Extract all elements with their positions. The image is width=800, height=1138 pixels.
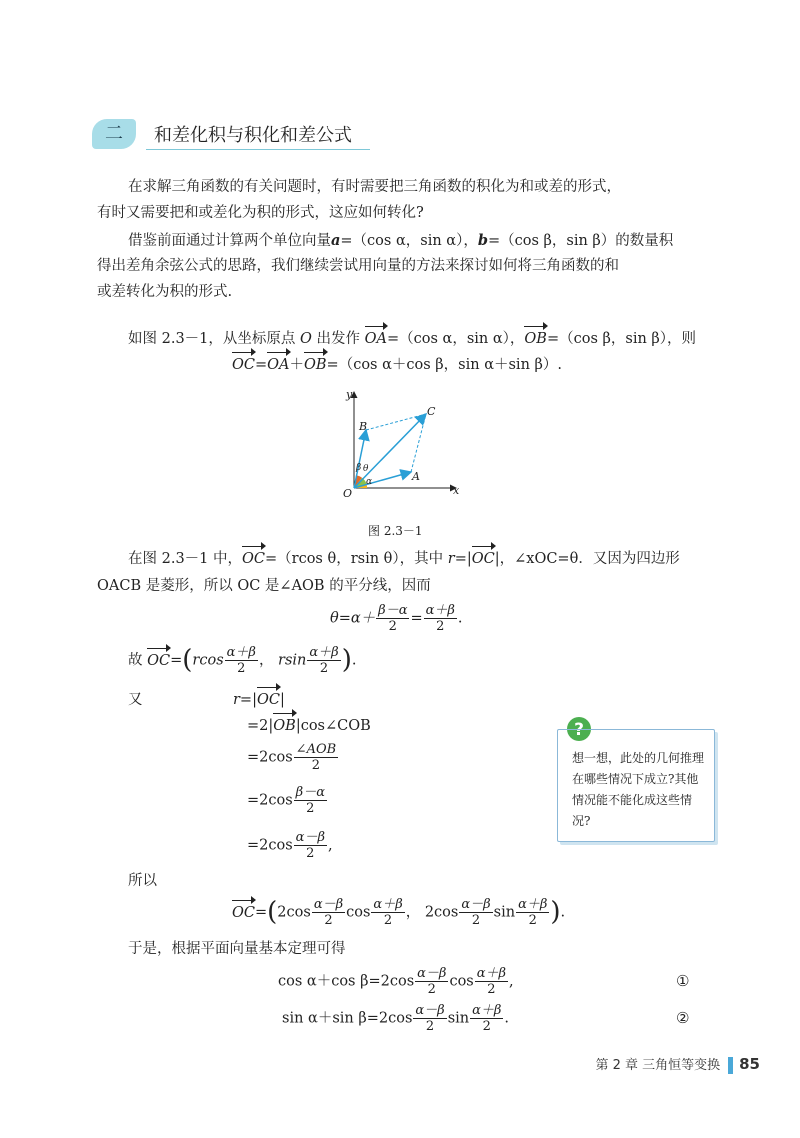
deriv-line-4: =2cos $\frac{\beta-\alpha}{2}$ [247,785,325,816]
intro-line: 有时又需要把和或差化为积的形式，这应如何转化? [97,205,424,221]
oc-result: 故 OC=(rcos $\frac{\alpha+\beta}{2}$ ， rsin $\frac{\alpha+\beta}{2}$ ). [128,645,357,676]
footer-bar [728,1057,733,1074]
page-footer [595,1054,760,1074]
formula-2: sin α＋sin β=2cos $\frac{\alpha-\beta}{2}$ sin $\frac{\alpha+\beta}{2}$ . [282,1003,510,1034]
intro-line: 借鉴前面通过计算两个单位向量a=（cos α，sin α），b=（cos β，sin β）的数量积 [128,232,674,249]
formula-1: cos α＋cos β=2cos $\frac{\alpha-\beta}{2}$ cos $\frac{\alpha+\beta}{2}$ , [278,966,514,997]
label-beta: β [356,463,362,473]
dashed-bc [366,414,426,430]
para-line: OACB 是菱形，所以 OC 是∠AOB 的平分线，因而 [97,578,431,594]
para-line: 在图 2.3－1 中，OC=（rcos θ，rsin θ），其中 r=|OC|，∠xOC=θ．又因为四边形 [128,546,680,573]
section-badge: 二 [92,119,136,149]
label-x: x [453,484,460,497]
label-y: y [346,388,353,401]
intro-line: 在求解三角函数的有关问题时，有时需要把三角函数的积化为和或差的形式， [128,179,621,195]
rhombus-figure [326,384,466,504]
label-b: B [359,420,368,433]
chapter-label: 第 2 章 三角恒等变换 [595,1058,721,1073]
you-label: 又 [128,692,143,708]
setup-line: OC=OA＋OB=（cos α＋cos β，sin α＋sin β）. [232,352,562,379]
section-title: 和差化积与积化和差公式 [154,125,352,146]
label-alpha: α [366,477,373,487]
figure-caption: 图 2.3－1 [368,524,423,538]
think-note: 想一想，此处的几何推理在哪些情况下成立?其他情况能不能化成这些情况? [557,729,715,842]
section-header [92,115,382,155]
deriv-line-5: =2cos $\frac{\alpha-\beta}{2}$ , [247,830,333,861]
formula-1-mark: ① [676,972,690,990]
page-number: 85 [739,1055,760,1073]
label-theta: θ [363,464,369,474]
label-c: C [427,405,436,418]
formula-2-mark: ② [676,1009,690,1027]
setup-line: 如图 2.3－1，从坐标原点 O 出发作 OA=（cos α，sin α），OB=（cos β，sin β），则 [128,326,696,353]
deriv-line-2: =2|OB|cos∠COB [247,713,371,740]
yushi-line: 于是，根据平面向量基本定理可得 [128,941,346,957]
deriv-line-3: =2cos $\frac{\text{∠AOB}}{2}$ [247,742,337,773]
deriv-line-1: r=|OC| [233,687,285,714]
theta-equation: θ=α＋ $\frac{\beta-\alpha}{2}$ = $\frac{\alpha+\beta}{2}$ . [330,603,463,634]
section-underline [146,149,370,150]
suoyi-label: 所以 [128,873,157,889]
oc-final: OC=(2cos $\frac{\alpha-\beta}{2}$ cos $\frac{\alpha+\beta}{2}$ ， 2cos $\frac{\alpha-\beta}{2}$ sin $\frac{\alpha+\beta}{2}$ ). [232,897,566,928]
label-o: O [343,487,353,500]
label-a: A [412,470,420,483]
intro-line: 得出差角余弦公式的思路，我们继续尝试用向量的方法来探讨如何将三角函数的和 [97,258,619,274]
intro-line: 或差转化为积的形式. [97,284,233,300]
svg-text:?: ? [574,720,584,740]
